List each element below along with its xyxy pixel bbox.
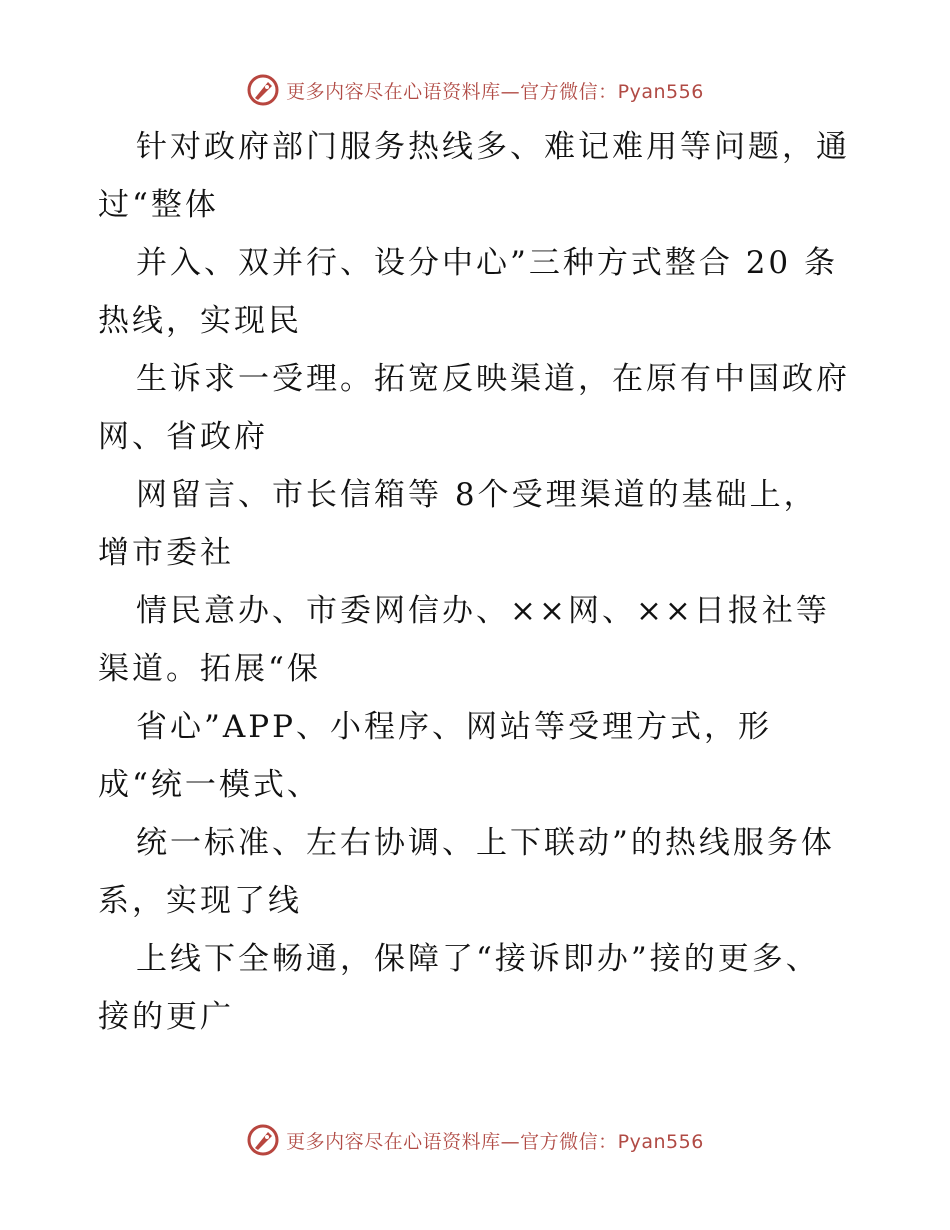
text-line: 针对政府部门服务热线多、难记难用等问题，通: [136, 129, 850, 165]
footer-banner-text: 更多内容尽在心语资料库—官方微信：Pyan556: [286, 1130, 704, 1153]
text-line: 接的更广: [98, 999, 234, 1035]
text-line: 省心”APP、小程序、网站等受理方式，形: [136, 709, 772, 745]
header-banner-text: 更多内容尽在心语资料库—官方微信：Pyan556: [286, 80, 704, 103]
pen-nib-circle-icon: [246, 73, 280, 107]
text-line: 网、省政府: [98, 419, 268, 455]
text-line: 情民意办、市委网信办、××网、××日报社等: [136, 593, 830, 629]
text-line: 网留言、市长信箱等 8个受理渠道的基础上，: [136, 477, 818, 513]
text-line: 系，实现了线: [98, 883, 302, 919]
footer-banner: [0, 1120, 950, 1160]
text-line: 成“统一模式、: [98, 767, 321, 803]
text-line: 生诉求一受理。拓宽反映渠道，在原有中国政府: [136, 361, 850, 397]
text-line: 渠道。拓展“保: [98, 651, 321, 687]
text-line: 上线下全畅通，保障了“接诉即办”接的更多、: [136, 941, 820, 977]
body-text: [98, 118, 858, 1046]
text-line: 过“整体: [98, 187, 219, 223]
header-banner: [0, 70, 950, 110]
text-line: 并入、双并行、设分中心”三种方式整合 20 条: [136, 245, 839, 281]
text-line: 热线，实现民: [98, 303, 302, 339]
text-line: 增市委社: [98, 535, 234, 571]
pen-nib-circle-icon: [246, 1123, 280, 1157]
text-line: 统一标准、左右协调、上下联动”的热线服务体: [136, 825, 835, 861]
